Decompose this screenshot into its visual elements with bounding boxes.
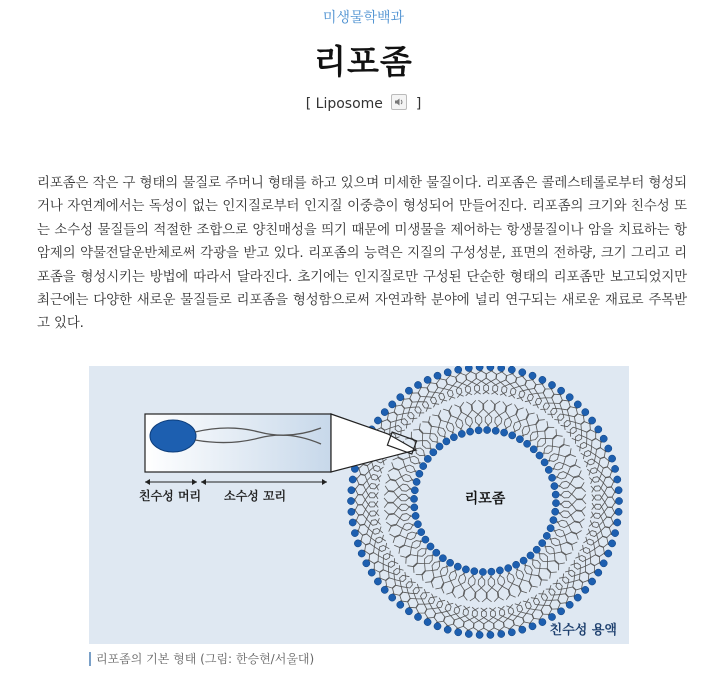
head-label: 친수성 머리 xyxy=(139,489,202,503)
solution-label: 친수성 용액 xyxy=(549,623,617,638)
lipid-head xyxy=(539,376,546,383)
lipid-head xyxy=(552,508,559,515)
lipid-tail xyxy=(583,545,605,555)
lipid-head xyxy=(574,594,581,601)
lipid-head xyxy=(363,560,370,567)
lipid-head xyxy=(545,466,552,473)
lipid-tail xyxy=(554,530,578,540)
lipid-head xyxy=(600,435,607,442)
lipid-tail xyxy=(560,487,586,498)
lipid-head xyxy=(533,546,540,553)
lipid-tail xyxy=(591,513,615,528)
page-title: 리포좀 xyxy=(314,42,413,81)
lipid-head xyxy=(496,567,503,574)
lipid-head xyxy=(450,434,457,441)
lipid-tail xyxy=(374,558,394,571)
lipid-head xyxy=(615,497,622,504)
lipid-head xyxy=(549,474,556,481)
lipid-head xyxy=(552,500,559,507)
lipid-head xyxy=(467,428,474,435)
pronunciation xyxy=(0,94,727,112)
lipid-head xyxy=(465,366,472,372)
lipid-head xyxy=(418,529,425,536)
lipid-head xyxy=(614,519,621,526)
lipid-head xyxy=(476,631,483,638)
lipid-tail xyxy=(384,491,410,501)
head-arrow-right xyxy=(192,479,197,485)
lipid-tail xyxy=(570,422,590,436)
lipid-head xyxy=(527,552,534,559)
lipid-head xyxy=(447,559,454,566)
lipid-head xyxy=(605,550,612,557)
figure-caption: 리포좀의 기본 형태 (그림: 한승현/서울대) xyxy=(89,652,314,666)
lipid-tail xyxy=(413,430,432,449)
lipid-tail xyxy=(580,547,601,565)
lipid-head xyxy=(582,409,589,416)
lipid-head xyxy=(614,476,621,483)
lipid-head xyxy=(501,429,508,436)
lipid-head xyxy=(397,394,404,401)
lipid-tail xyxy=(531,598,541,620)
lipid-head xyxy=(479,568,486,575)
lipid-tail xyxy=(384,504,410,515)
lipid-head xyxy=(558,608,565,615)
lipid-head xyxy=(462,566,469,573)
lipid-tail xyxy=(355,511,379,526)
lipid-tail xyxy=(466,371,480,395)
lipid-head xyxy=(348,508,355,515)
lipid-head xyxy=(543,532,550,539)
lipid-head xyxy=(410,495,417,502)
lipid-head xyxy=(397,601,404,608)
lipid-tail xyxy=(581,438,603,456)
lipid-head xyxy=(455,366,462,373)
lipid-tail xyxy=(471,400,482,426)
zoom-connector xyxy=(331,414,416,472)
lipid-tail xyxy=(392,462,416,472)
lipid-head xyxy=(609,540,616,547)
tail-label: 소수성 꼬리 xyxy=(224,489,287,503)
lipid-head xyxy=(539,540,546,547)
lipid-tail xyxy=(591,477,615,492)
lipid-head xyxy=(349,476,356,483)
lipid-head xyxy=(488,568,495,575)
lipid-head xyxy=(476,366,483,371)
tail-arrow-left xyxy=(201,479,206,485)
lipid-tail xyxy=(490,608,504,632)
lipid-tail xyxy=(354,484,378,498)
body-paragraph: 리포좀은 작은 구 형태의 물질로 주머니 형태를 하고 있으며 미세한 물질이다. 리포좀은 콜레스테롤로부터 형성되거나 자연계에서는 독성이 없는 인지질로부터 인지질 이중층이 형성되어 만들어진다. 리포좀의 크기와 친수성 또는 소수성 물질들의 적절한 조합으로 양친매성을 띄기 때문에 미생물을 제어하는 항생물질이나 암을 치료하는 항암제의 약물전달운반체로써 각광을 받고 있다. 리포좀의 능력은 지질의 구성성분, 표면의 전하량, 크기 그리고 리포좀을 형성시키는 방법에 따라서 달라진다. 초기에는 인지질로만 구성된 단순한 형태의 리포좀만 보고되었지만 최근에는 다양한 새로운 물질들로 리포좀을 형성함으로써 자연과학 분야에 널리 연구되는 새로운 재료로 주목받고 있다. xyxy=(37,176,687,332)
lipid-tail xyxy=(538,429,557,448)
lipid-tail xyxy=(554,529,578,544)
lipid-head xyxy=(374,578,381,585)
lipid-tail xyxy=(540,552,559,570)
lipid-head xyxy=(420,463,427,470)
lipid-head xyxy=(444,369,451,376)
lipid-head xyxy=(548,381,555,388)
lipid-head xyxy=(541,459,548,466)
lipid-head xyxy=(414,381,421,388)
lipid-head xyxy=(412,512,419,519)
lipid-head xyxy=(612,530,619,537)
lipid-tail xyxy=(502,373,517,397)
lipid-tail xyxy=(417,593,430,614)
lipid-head xyxy=(589,417,596,424)
lipid-head xyxy=(547,525,554,532)
lipid-head xyxy=(487,366,494,371)
lipid-head xyxy=(516,436,523,443)
lipid-head xyxy=(434,372,441,379)
lipid-head xyxy=(427,543,434,550)
lipid-tail xyxy=(427,597,438,619)
lipid-head xyxy=(454,563,461,570)
lipid-head xyxy=(436,443,443,450)
lipid-head xyxy=(411,487,418,494)
lipid-head xyxy=(439,555,446,562)
lipid-head xyxy=(513,561,520,568)
lipid-head xyxy=(381,586,388,593)
lipid-head xyxy=(405,387,412,394)
lipid-head xyxy=(582,586,589,593)
lipid-head xyxy=(595,569,602,576)
lipid-tail xyxy=(443,409,454,433)
lipid-head xyxy=(539,619,546,626)
lipid-tail xyxy=(408,588,422,608)
lipid-tail xyxy=(441,570,456,594)
lipid-head xyxy=(550,517,557,524)
lipid-head xyxy=(548,613,555,620)
lipid-head xyxy=(609,455,616,462)
open-bracket: [ xyxy=(305,96,312,112)
lipid-head xyxy=(566,601,573,608)
lipid-head xyxy=(465,630,472,637)
lipid-head xyxy=(381,409,388,416)
lipid-head xyxy=(615,487,622,494)
lipid-tail xyxy=(513,409,528,433)
lipid-head xyxy=(455,629,462,636)
lipid-head xyxy=(430,449,437,456)
lipid-tail xyxy=(539,594,551,615)
tail-arrow-right xyxy=(322,479,327,485)
lipid-head xyxy=(492,427,499,434)
lipid-head xyxy=(434,623,441,630)
lipid-head xyxy=(484,426,491,433)
lipid-head xyxy=(347,497,354,504)
lipid-head xyxy=(358,550,365,557)
lipid-tail xyxy=(533,384,544,406)
lipid-head xyxy=(424,619,431,626)
lipid-head xyxy=(368,569,375,576)
liposome-diagram xyxy=(89,366,629,644)
lipid-head xyxy=(505,565,512,572)
lipid-head xyxy=(389,594,396,601)
lipid-head xyxy=(612,465,619,472)
lipid-head xyxy=(389,401,396,408)
lipid-tail xyxy=(514,408,524,432)
lipid-tail xyxy=(453,606,468,630)
head-arrow-left xyxy=(145,479,150,485)
lipid-tail xyxy=(356,474,380,489)
lipid-tail xyxy=(463,607,477,631)
lipid-tail xyxy=(456,372,471,396)
lipid-head xyxy=(475,427,482,434)
category-link[interactable]: 미생물학백과 xyxy=(322,10,405,26)
lipid-head xyxy=(520,557,527,564)
lipid-head xyxy=(424,376,431,383)
lipid-head xyxy=(374,417,381,424)
lipid-tail xyxy=(553,459,577,470)
lipid-head xyxy=(558,387,565,394)
liposome-center-label: 리포좀 xyxy=(464,491,506,507)
lipid-tail xyxy=(493,371,507,395)
lipid-tail xyxy=(579,553,600,565)
lipid-tail xyxy=(429,383,439,405)
lipid-head xyxy=(574,401,581,408)
lipid-tail xyxy=(488,576,499,602)
lipid-tail xyxy=(580,440,601,451)
lipid-tail xyxy=(592,504,616,518)
lipid-head xyxy=(414,521,421,528)
lipid-head xyxy=(552,491,559,498)
close-bracket: ] xyxy=(415,96,422,112)
lipid-head xyxy=(413,478,420,485)
speaker-icon[interactable] xyxy=(391,94,407,110)
lipid-head xyxy=(471,568,478,575)
pronunciation-word: Liposome xyxy=(315,96,383,112)
lipid-head xyxy=(600,560,607,567)
hydrophilic-head-sample xyxy=(150,420,196,452)
lipid-head xyxy=(433,549,440,556)
lipid-head xyxy=(498,630,505,637)
lipid-head xyxy=(615,508,622,515)
lipid-head xyxy=(508,629,515,636)
lipid-tail xyxy=(499,606,514,630)
lipid-head xyxy=(354,540,361,547)
lipid-tail xyxy=(420,388,432,409)
lipid-head xyxy=(351,530,358,537)
lipid-head xyxy=(524,440,531,447)
lipid-tail xyxy=(393,532,417,543)
lipid-tail xyxy=(540,389,553,410)
lipid-head xyxy=(411,504,418,511)
lipid-tail xyxy=(416,556,434,575)
lipid-tail xyxy=(538,554,557,573)
lipid-tail xyxy=(574,560,594,573)
lipid-tail xyxy=(485,400,495,426)
lipid-tail xyxy=(414,554,433,573)
lipid-head xyxy=(509,432,516,439)
lipid-tail xyxy=(516,569,527,593)
lipid-tail xyxy=(380,565,400,579)
lipid-tail xyxy=(575,431,595,444)
lipid-head xyxy=(405,608,412,615)
lipid-head xyxy=(519,369,526,376)
lipid-head xyxy=(530,446,537,453)
lipid-tail xyxy=(546,589,560,609)
lipid-tail xyxy=(446,570,456,594)
lipid-head xyxy=(605,445,612,452)
lipid-head xyxy=(508,366,515,373)
lipid-tail xyxy=(393,457,417,472)
lipid-tail xyxy=(548,394,562,414)
lipid-head xyxy=(519,626,526,633)
lipid-tail xyxy=(369,551,390,562)
lipid-head xyxy=(349,519,356,526)
liposome-figure xyxy=(89,366,629,644)
lipid-head xyxy=(566,394,573,401)
lipid-tail xyxy=(475,576,485,602)
lipid-head xyxy=(498,366,505,372)
lipid-head xyxy=(551,483,558,490)
lipid-head xyxy=(458,430,465,437)
lipid-head xyxy=(536,452,543,459)
lipid-head xyxy=(595,426,602,433)
lipid-head xyxy=(589,578,596,585)
lipid-head xyxy=(487,631,494,638)
lipid-tail xyxy=(368,545,390,563)
lipid-head xyxy=(443,438,450,445)
lipid-tail xyxy=(560,501,586,511)
lipid-head xyxy=(414,613,421,620)
lipid-head xyxy=(422,536,429,543)
lipid-head xyxy=(529,623,536,630)
lipid-tail xyxy=(411,393,425,413)
lipid-head xyxy=(424,455,431,462)
lipid-head xyxy=(416,470,423,477)
lipid-head xyxy=(348,487,355,494)
lipid-head xyxy=(529,372,536,379)
lipid-head xyxy=(444,626,451,633)
lipid-tail xyxy=(536,427,554,446)
